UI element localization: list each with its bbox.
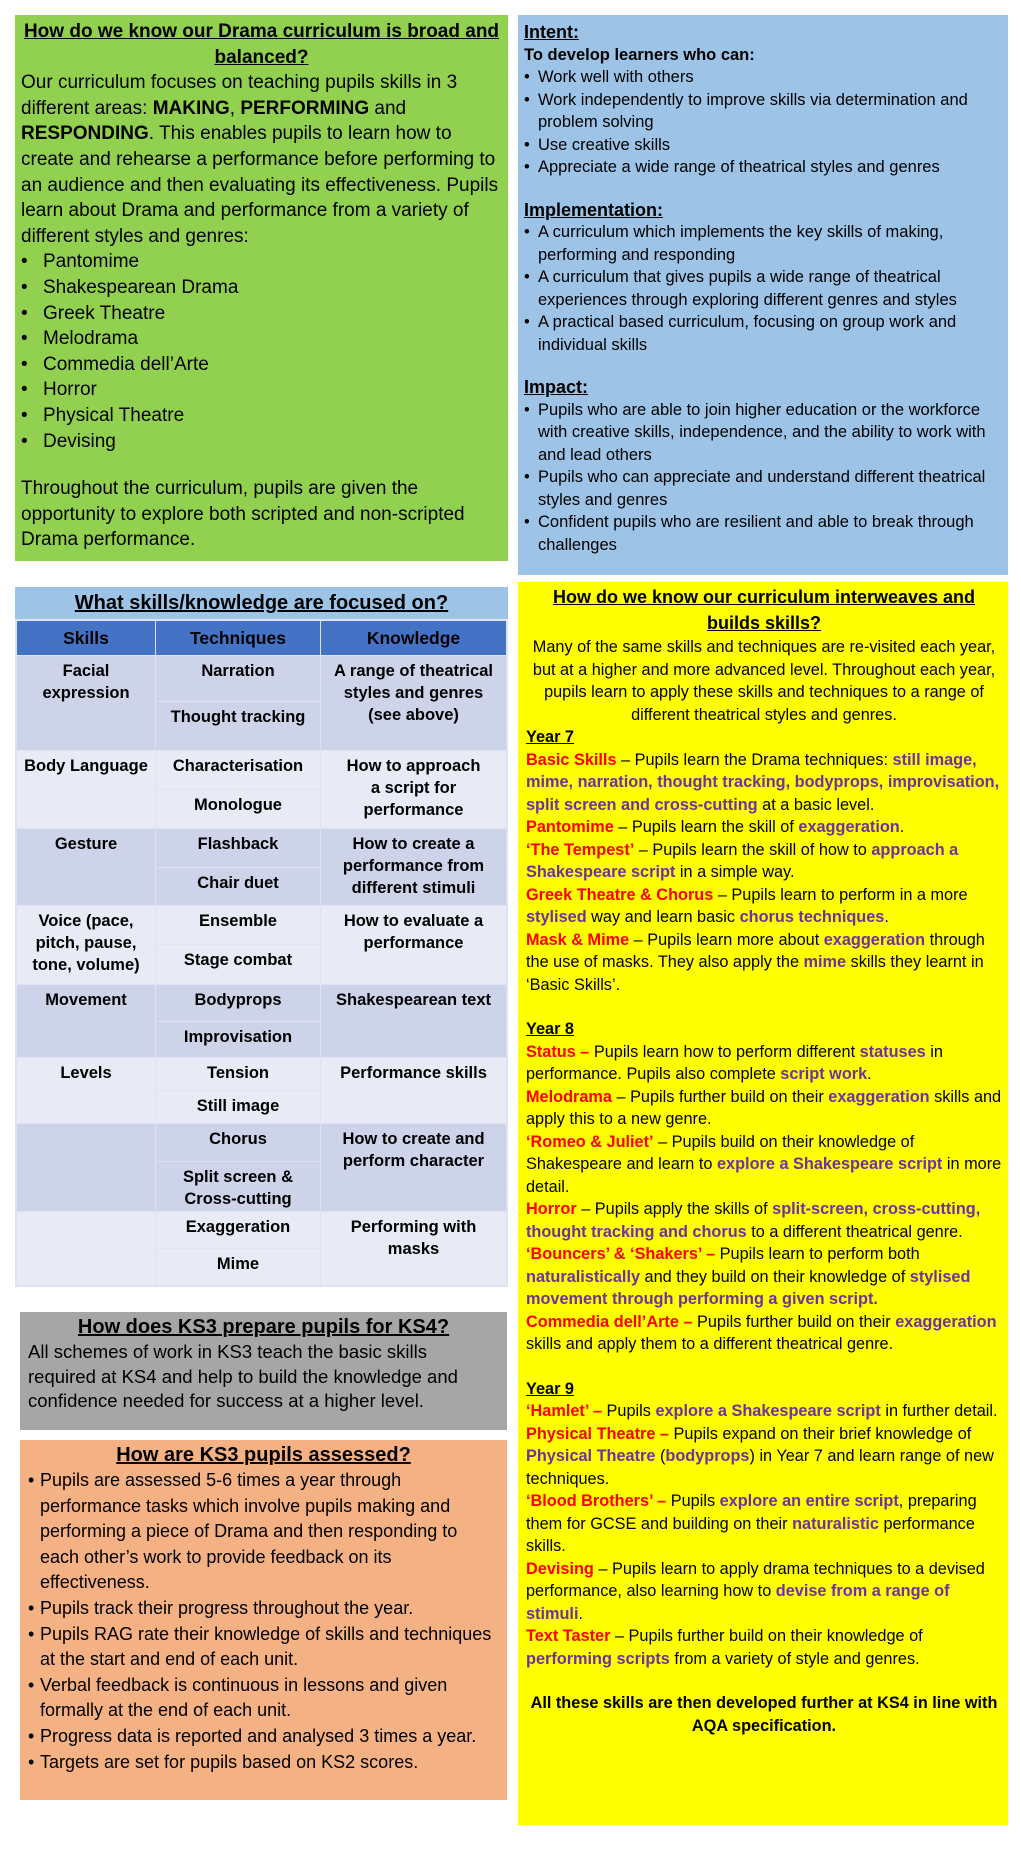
assessment-title: How are KS3 pupils assessed? — [116, 1444, 411, 1466]
list-item: • Pupils RAG rate their knowledge of skills and techniques at the start and end of each unit. — [28, 1622, 499, 1673]
year-7-heading: Year 7 — [526, 728, 574, 746]
table-cell-technique: Still image — [156, 1091, 320, 1123]
year-8-horror: Horror – Pupils apply the skills of split-screen, cross-cutting, thought tracking and chorus to a different theatrical genre. — [526, 1200, 981, 1241]
list-item: • Pupils who can appreciate and understand different theatrical styles and genres — [524, 466, 1000, 511]
intent-panel — [518, 15, 1008, 575]
intent-list — [524, 66, 1000, 179]
broad-balanced-outro: Throughout the curriculum, pupils are given the opportunity to explore both scripted and non-scripted Drama performance. — [21, 478, 465, 551]
list-item: • Pupils track their progress throughout the year. — [28, 1596, 499, 1622]
table-cell-skill — [17, 1124, 155, 1211]
impact-list — [524, 399, 1000, 557]
table-cell-knowledge: How to create a performance from different stimuli — [321, 829, 506, 905]
list-item: • Use creative skills — [524, 134, 1000, 157]
ks4-panel — [20, 1312, 507, 1430]
area-performing: PERFORMING — [240, 97, 370, 119]
list-item: • Commedia dell’Arte — [21, 352, 502, 378]
ks4-body: All schemes of work in KS3 teach the basic skills required at KS4 and help to build the knowledge and confidence needed for success at a higher level. — [28, 1341, 458, 1411]
table-cell-technique: Chair duet — [156, 868, 320, 905]
year-9-text-taster: Text Taster – Pupils further build on their knowledge of performing scripts from a variety of style and genres. — [526, 1627, 923, 1668]
list-item: • Greek Theatre — [21, 301, 502, 327]
interweave-panel — [518, 582, 1008, 1825]
table-cell-skill: Facial expression — [17, 656, 155, 750]
table-cell-knowledge: How to approach a script for performance — [321, 751, 506, 828]
intro-text: . This enables pupils to learn how to create and rehearse a performance before performing to an audience and then evaluating its effectiveness. Pupils learn about Drama and performance from a variety of different styles and genres: — [21, 123, 499, 247]
table-cell-technique: Flashback — [156, 829, 320, 867]
interweave-title: How do we know our curriculum interweaves and builds skills? — [552, 587, 976, 633]
list-item: • Appreciate a wide range of theatrical styles and genres — [524, 156, 1000, 179]
ks4-title: How does KS3 prepare pupils for KS4? — [77, 1316, 450, 1338]
table-cell-knowledge: A range of theatrical styles and genres (see above) — [321, 656, 506, 750]
assessment-list — [28, 1468, 499, 1775]
impact-heading: Impact: — [524, 377, 589, 397]
list-item: • Verbal feedback is continuous in lessons and given formally at the end of each unit. — [28, 1673, 499, 1724]
interweave-intro: Many of the same skills and techniques are re-visited each year, but at a higher and more advanced level. Throughout each year, pupils learn to apply these skills and techniques to a range of different theatrical styles and genres. — [532, 638, 996, 724]
table-cell-technique: Chorus — [156, 1124, 320, 1161]
table-cell-knowledge: Shakespearean text — [321, 985, 506, 1057]
year-7-tempest: ‘The Tempest’ – Pupils learn the skill of how to approach a Shakespeare script in a simple way. — [526, 840, 959, 881]
area-responding: RESPONDING — [21, 123, 149, 145]
list-item: • A curriculum that gives pupils a wide range of theatrical experiences through exploring different genres and styles — [524, 266, 1000, 311]
year-9-blood-brothers: ‘Blood Brothers’ – Pupils explore an entire script, preparing them for GCSE and building on their naturalistic performance skills. — [526, 1492, 977, 1555]
table-cell-knowledge: Performance skills — [321, 1058, 506, 1123]
table-cell-technique: Stage combat — [156, 945, 320, 984]
list-item: • Shakespearean Drama — [21, 275, 502, 301]
broad-balanced-panel — [15, 15, 508, 561]
table-cell-knowledge: How to create and perform character — [321, 1124, 506, 1211]
assessment-panel — [20, 1440, 507, 1800]
intro-text: Our curriculum focuses on teaching pupils skills in 3 different areas: — [21, 72, 458, 119]
header-techniques: Techniques — [156, 621, 320, 655]
year-8-romeo-juliet: ‘Romeo & Juliet’ – Pupils build on their knowledge of Shakespeare and learn to explore a Shakespeare script in more detail. — [526, 1132, 1002, 1196]
table-cell-knowledge: Performing with masks — [321, 1212, 506, 1285]
header-knowledge: Knowledge — [321, 621, 506, 655]
year-7-basic-skills: Basic Skills – Pupils learn the Drama techniques: still image, mime, narration, thought tracking, bodyprops, improvisation, split screen and cross-cutting at a basic level. — [526, 750, 1000, 814]
table-cell-skill: Body Language — [17, 751, 155, 828]
list-item: • A practical based curriculum, focusing on group work and individual skills — [524, 311, 1000, 356]
year-8-commedia: Commedia dell’Arte – Pupils further build on their exaggeration skills and apply them to a different theatrical genre. — [526, 1312, 997, 1353]
list-item: • Melodrama — [21, 326, 502, 352]
table-cell-technique: Characterisation — [156, 751, 320, 789]
list-item: • Work independently to improve skills via determination and problem solving — [524, 89, 1000, 134]
list-item: • Pupils are assessed 5-6 times a year through performance tasks which involve pupils making and performing a piece of Drama and then responding to each other’s work to provide feedback on its effectiveness. — [28, 1468, 499, 1596]
table-cell-skill: Voice (pace, pitch, pause, tone, volume) — [17, 906, 155, 984]
year-9-physical-theatre: Physical Theatre – Pupils expand on their brief knowledge of Physical Theatre (bodyprops) in Year 7 and learn range of new techniques. — [526, 1424, 994, 1488]
year-9-heading: Year 9 — [526, 1379, 574, 1398]
year-9-hamlet: ‘Hamlet’ – Pupils explore a Shakespeare script in further detail. — [526, 1402, 998, 1420]
table-cell-skill: Movement — [17, 985, 155, 1057]
table-cell-technique: Exaggeration — [156, 1212, 320, 1248]
broad-balanced-title: How do we know our Drama curriculum is broad and balanced? — [23, 21, 500, 68]
list-item: • Devising — [21, 429, 502, 455]
interweave-closing: All these skills are then developed further at KS4 in line with AQA specification. — [530, 1694, 998, 1735]
implementation-list — [524, 221, 1000, 356]
broad-balanced-intro — [21, 70, 502, 249]
list-item: • Targets are set for pupils based on KS2 scores. — [28, 1750, 499, 1776]
intent-subheading: To develop learners who can: — [524, 45, 755, 64]
list-item: • Confident pupils who are resilient and able to break through challenges — [524, 511, 1000, 556]
intent-heading: Intent: — [524, 22, 579, 42]
table-cell-technique: Thought tracking — [156, 702, 320, 750]
year-8-heading: Year 8 — [526, 1020, 574, 1038]
table-cell-technique: Tension — [156, 1058, 320, 1090]
header-skills: Skills — [17, 621, 155, 655]
genre-list — [21, 249, 502, 454]
separator: and — [369, 97, 407, 119]
separator: , — [229, 97, 241, 119]
list-item: • Work well with others — [524, 66, 1000, 89]
table-cell-skill: Levels — [17, 1058, 155, 1123]
table-cell-technique: Bodyprops — [156, 985, 320, 1021]
year-8-status: Status – Pupils learn how to perform different statuses in performance. Pupils also complete script work. — [526, 1042, 943, 1083]
table-cell-technique: Mime — [156, 1249, 320, 1285]
table-cell-technique: Improvisation — [156, 1022, 320, 1057]
list-item: • Pantomime — [21, 249, 502, 275]
table-cell-technique: Ensemble — [156, 906, 320, 944]
year-7-pantomime: Pantomime – Pupils learn the skill of exaggeration. — [526, 818, 905, 836]
area-making: MAKING — [152, 97, 230, 119]
table-cell-technique: Monologue — [156, 790, 320, 828]
year-8-bouncers-shakers: ‘Bouncers’ & ‘Shakers’ – Pupils learn to perform both naturalistically and they build on their knowledge of stylised movement through performing a given script. — [526, 1245, 971, 1308]
year-7-mask-mime: Mask & Mime – Pupils learn more about exaggeration through the use of masks. They also apply the mime skills they learnt in ‘Basic Skills’. — [526, 930, 985, 994]
list-item: • A curriculum which implements the key skills of making, performing and responding — [524, 221, 1000, 266]
table-cell-technique: Split screen & Cross-cutting — [156, 1162, 320, 1211]
list-item: • Horror — [21, 377, 502, 403]
skills-title: What skills/knowledge are focused on? — [15, 587, 508, 619]
table-cell-skill — [17, 1212, 155, 1285]
table-cell-technique: Narration — [156, 656, 320, 701]
table-cell-skill: Gesture — [17, 829, 155, 905]
list-item: • Physical Theatre — [21, 403, 502, 429]
year-7-greek-theatre: Greek Theatre & Chorus – Pupils learn to perform in a more stylised way and learn basic chorus techniques. — [526, 885, 968, 926]
table-cell-knowledge: How to evaluate a performance — [321, 906, 506, 984]
year-8-melodrama: Melodrama – Pupils further build on their exaggeration skills and apply this to a new genre. — [526, 1087, 1002, 1128]
implementation-heading: Implementation: — [524, 199, 664, 220]
list-item: • Pupils who are able to join higher education or the workforce with creative skills, independence, and the ability to work with and lead others — [524, 399, 1000, 467]
year-9-devising: Devising – Pupils learn to apply drama techniques to a devised performance, also learning how to devise from a range of stimuli. — [526, 1559, 985, 1623]
list-item: • Progress data is reported and analysed 3 times a year. — [28, 1724, 499, 1750]
